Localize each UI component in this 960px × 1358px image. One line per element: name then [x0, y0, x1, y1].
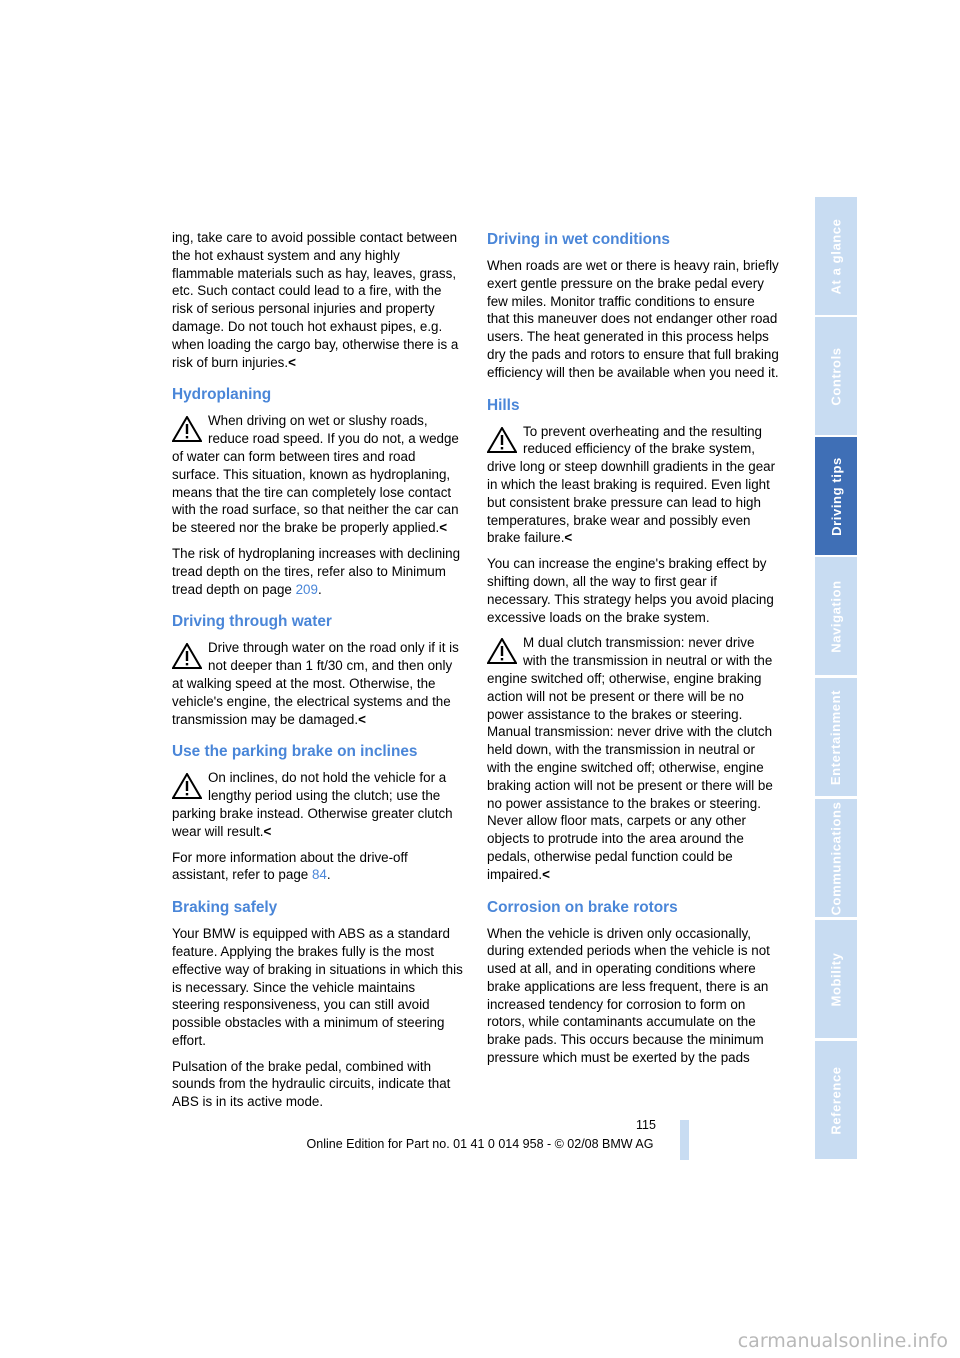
warning-water: Drive through water on the road only if it is not deeper than 1 ft/30 cm, and then only at walking speed at the most. Otherwise, the vehicle's engine, the electrical systems and the transmission may be damaged.<	[172, 640, 459, 727]
warning-parking-brake: On inclines, do not hold the vehicle for a lengthy period using the clutch; use the parking brake instead. Otherwise greater clutch wear will result.<	[172, 770, 453, 839]
intro-paragraph: ing, take care to avoid possible contact between the hot exhaust system and any highly flammable materials such as hay, leaves, grass, etc. Such contact could lead to a fire, with the risk of serious personal injuries and property damage. Do not touch hot exhaust pipes, e.g. when loading the cargo bay, otherwise there is a risk of burn injuries.<	[172, 230, 459, 370]
warning-triangle-icon	[172, 643, 202, 669]
braking-paragraph-1: Your BMW is equipped with ABS as a standard feature. Applying the brakes fully is the most effective way of braking in situations in which this is necessary. Since the vehicle maintains steering responsiveness, you can still avoid possible obstacles with a minimum of steering effort.	[172, 926, 463, 1048]
warning-transmission: M dual clutch transmission: never drive with the transmission in neutral or with the engine switched off; otherwise, engine braking action will not be present or there will be no power assistance to the brakes or steering. Manual transmission: never drive with the clutch held down, with the transmission in neutral or with the engine switched off; otherwise, engine braking action will not be present or there will be no power assistance to the brakes or steering. Never allow floor mats, carpets or any other objects to protrude into the area around the pedals, otherwise pedal function could be impaired.<	[487, 635, 773, 882]
tab-controls[interactable]: Controls	[815, 317, 857, 435]
heading-hills: Hills	[487, 396, 520, 414]
engine-braking-paragraph: You can increase the engine's braking effect by shifting down, all the way to first gear if necessary. This strategy helps you avoid placing excessive loads on the brake system.	[487, 556, 774, 625]
right-column	[487, 229, 779, 1075]
left-column	[172, 229, 464, 1119]
warning-triangle-icon	[487, 638, 517, 664]
page-link-84[interactable]: 84	[311, 867, 327, 883]
hydroplaning-paragraph: The risk of hydroplaning increases with declining tread depth on the tires, refer also to Minimum tread depth on page 209.	[172, 545, 461, 597]
corrosion-paragraph: When the vehicle is driven only occasionally, during extended periods when the vehicle is not used at all, and in operating conditions where brake applications are less frequent, there is an increased tendency for corrosion to form on rotors, while contaminants accumulate on the brake pads. This occurs because the minimum pressure which must be exerted by the pads	[487, 925, 770, 1066]
tab-navigation[interactable]: Navigation	[815, 557, 857, 675]
footer-text: Online Edition for Part no. 01 41 0 014 958 - © 02/08 BMW AG	[306, 1137, 654, 1151]
braking-paragraph-2: Pulsation of the brake pedal, combined with sounds from the hydraulic circuits, indicate that ABS is in its active mode.	[172, 1058, 451, 1110]
page-number: 115	[636, 1118, 656, 1132]
tab-entertainment[interactable]: Entertainment	[815, 678, 857, 796]
page-link-209[interactable]: 209	[295, 581, 318, 597]
heading-braking-safely: Braking safely	[172, 899, 278, 917]
tab-driving-tips[interactable]: Driving tips	[815, 437, 857, 555]
wet-conditions-paragraph: When roads are wet or there is heavy rain, briefly exert gentle pressure on the brake pedal every few miles. Monitor traffic conditions to ensure that this maneuver does not endanger other road users. The heat generated in this process helps dry the pads and rotors to ensure that full braking efficiency will then be available when you need it.	[487, 258, 779, 380]
warning-triangle-icon	[172, 773, 202, 799]
warning-triangle-icon	[172, 416, 202, 442]
warning-hills: To prevent overheating and the resulting reduced efficiency of the brake system, drive long or steep downhill gradients in the gear in which the least braking is required. Even light but consistent brake pressure can lead to high temperatures, brake wear and possibly even brake failure.<	[487, 423, 776, 546]
heading-hydroplaning: Hydroplaning	[172, 386, 272, 404]
heading-corrosion: Corrosion on brake rotors	[487, 898, 678, 916]
tab-reference[interactable]: Reference	[815, 1041, 857, 1159]
watermark: carmanualsonline.info	[737, 1330, 948, 1352]
heading-parking-brake: Use the parking brake on inclines	[172, 743, 418, 761]
tab-mobility[interactable]: Mobility	[815, 920, 857, 1038]
warning-hydroplaning: When driving on wet or slushy roads, reduce road speed. If you do not, a wedge of water can form between tires and road surface. This situation, known as hydroplaning, means that the tire can completely lose contact with the road surface, so that neither the car can be steered nor the brake be properly applied.<	[172, 413, 459, 536]
warning-triangle-icon	[487, 427, 517, 453]
heading-driving-through-water: Driving through water	[172, 613, 332, 631]
tab-communications[interactable]: Communications	[815, 799, 857, 917]
section-tabs	[815, 197, 857, 1160]
drive-off-paragraph: For more information about the drive-off assistant, refer to page 84.	[172, 849, 408, 883]
tab-at-a-glance[interactable]: At a glance	[815, 197, 857, 315]
heading-wet-conditions: Driving in wet conditions	[487, 231, 670, 248]
